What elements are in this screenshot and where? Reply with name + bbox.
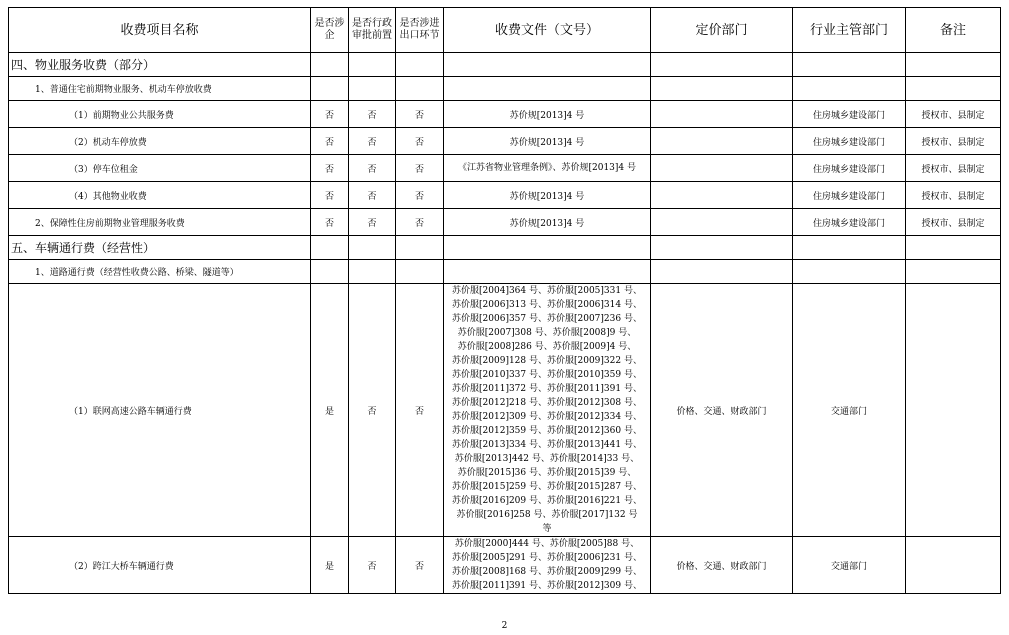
import-export-cell: 否 (396, 209, 444, 236)
pricing-dept-cell (651, 182, 793, 209)
approval-cell: 否 (349, 182, 396, 209)
header-industry-dept: 行业主管部门 (793, 8, 906, 53)
document-line: 苏价服[2000]444 号、苏价服[2005]88 号、 (454, 539, 640, 549)
document-line: 苏价服[2010]337 号、苏价服[2010]359 号、 (452, 370, 642, 380)
document-line: 苏价服[2016]258 号、苏价服[2017]132 号 (456, 510, 638, 520)
document-line: 苏价服[2006]313 号、苏价服[2006]314 号、 (452, 300, 642, 310)
remarks-cell: 授权市、县制定 (906, 209, 1001, 236)
table-row (9, 209, 1001, 236)
item-name: （4）其他物业收费 (9, 182, 311, 209)
document-line: 苏价服[2008]286 号、苏价服[2009]4 号、 (457, 342, 637, 352)
industry-dept-cell: 交通部门 (793, 537, 906, 594)
item-name: （2）机动车停放费 (9, 128, 311, 155)
document-cell: 苏价规[2013]4 号 (444, 182, 651, 209)
industry-dept-cell: 住房城乡建设部门 (793, 128, 906, 155)
header-remarks: 备注 (906, 8, 1001, 53)
header-pricing-dept: 定价部门 (651, 8, 793, 53)
enterprise-cell: 否 (311, 209, 349, 236)
enterprise-cell: 是 (311, 537, 349, 594)
document-line: 苏价服[2012]218 号、苏价服[2012]308 号、 (452, 398, 642, 408)
pricing-dept-cell: 价格、交通、财政部门 (651, 537, 793, 594)
document-line: 苏价服[2007]308 号、苏价服[2008]9 号、 (457, 328, 637, 338)
document-line: 苏价服[2008]168 号、苏价服[2009]299 号、 (452, 567, 642, 577)
pricing-dept-cell: 价格、交通、财政部门 (651, 284, 793, 537)
subsection-title: 1、普通住宅前期物业服务、机动车停放收费 (9, 77, 311, 101)
table-header-row (9, 8, 1001, 53)
remarks-cell: 授权市、县制定 (906, 128, 1001, 155)
enterprise-cell: 否 (311, 128, 349, 155)
pricing-dept-cell (651, 209, 793, 236)
document-line: 苏价服[2012]309 号、苏价服[2012]334 号、 (452, 412, 642, 422)
enterprise-cell: 是 (311, 284, 349, 537)
remarks-cell: 授权市、县制定 (906, 182, 1001, 209)
item-name: 2、保障性住房前期物业管理服务收费 (9, 209, 311, 236)
document-cell: 苏价规[2013]4 号 (444, 209, 651, 236)
import-export-cell: 否 (396, 155, 444, 182)
subsection-row (9, 260, 1001, 284)
remarks-cell (906, 537, 1001, 594)
approval-cell: 否 (349, 128, 396, 155)
approval-cell: 否 (349, 101, 396, 128)
fee-table (8, 7, 1001, 594)
item-name: （1）前期物业公共服务费 (9, 101, 311, 128)
section-title: 五、车辆通行费（经营性） (9, 236, 311, 260)
enterprise-cell: 否 (311, 182, 349, 209)
header-approval: 是否行政审批前置 (349, 8, 396, 53)
enterprise-cell: 否 (311, 155, 349, 182)
document-line: 苏价服[2012]359 号、苏价服[2012]360 号、 (452, 426, 642, 436)
document-line: 苏价服[2016]209 号、苏价服[2016]221 号、 (452, 496, 642, 506)
section-row (9, 53, 1001, 77)
import-export-cell: 否 (396, 128, 444, 155)
section-row (9, 236, 1001, 260)
industry-dept-cell: 住房城乡建设部门 (793, 155, 906, 182)
document-line: 苏价服[2011]391 号、苏价服[2012]309 号、 (452, 581, 642, 591)
industry-dept-cell: 住房城乡建设部门 (793, 209, 906, 236)
industry-dept-cell: 交通部门 (793, 284, 906, 537)
document-line: 苏价服[2005]291 号、苏价服[2006]231 号、 (452, 553, 642, 563)
approval-cell: 否 (349, 209, 396, 236)
document-line: 苏价服[2011]372 号、苏价服[2011]391 号、 (452, 384, 642, 394)
approval-cell: 否 (349, 537, 396, 594)
section-title: 四、物业服务收费（部分） (9, 53, 311, 77)
document-cell: 《江苏省物业管理条例》、苏价规[2013]4 号 (444, 155, 651, 182)
document-line: 苏价服[2015]259 号、苏价服[2015]287 号、 (452, 482, 642, 492)
document-cell: 苏价规[2013]4 号 (444, 128, 651, 155)
industry-dept-cell: 住房城乡建设部门 (793, 182, 906, 209)
remarks-cell: 授权市、县制定 (906, 155, 1001, 182)
document-cell: 苏价规[2013]4 号 (444, 101, 651, 128)
subsection-row (9, 77, 1001, 101)
document-line: 苏价服[2015]36 号、苏价服[2015]39 号、 (457, 468, 637, 478)
header-document: 收费文件（文号） (444, 8, 651, 53)
page-number: 2 (501, 621, 508, 631)
document-cell (444, 284, 651, 537)
document-lines (446, 537, 648, 593)
document-line: 苏价服[2009]128 号、苏价服[2009]322 号、 (452, 356, 642, 366)
document-line: 苏价服[2006]357 号、苏价服[2007]236 号、 (452, 314, 642, 324)
table-row (9, 101, 1001, 128)
industry-dept-cell: 住房城乡建设部门 (793, 101, 906, 128)
document-line: 苏价服[2004]364 号、苏价服[2005]331 号、 (452, 286, 642, 296)
pricing-dept-cell (651, 155, 793, 182)
table-row (9, 155, 1001, 182)
header-import-export: 是否涉进出口环节 (396, 8, 444, 53)
table-row (9, 182, 1001, 209)
import-export-cell: 否 (396, 284, 444, 537)
pricing-dept-cell (651, 101, 793, 128)
approval-cell: 否 (349, 155, 396, 182)
enterprise-cell: 否 (311, 101, 349, 128)
table-row (9, 537, 1001, 594)
approval-cell: 否 (349, 284, 396, 537)
table-row (9, 128, 1001, 155)
document-line: 等 (542, 524, 552, 534)
subsection-title: 1、道路通行费（经营性收费公路、桥梁、隧道等） (9, 260, 311, 284)
item-name: （3）停车位租金 (9, 155, 311, 182)
table-row (9, 284, 1001, 537)
pricing-dept-cell (651, 128, 793, 155)
document-line: 苏价服[2013]442 号、苏价服[2014]33 号、 (454, 454, 640, 464)
header-enterprise: 是否涉企 (311, 8, 349, 53)
document-line: 苏价服[2013]334 号、苏价服[2013]441 号、 (452, 440, 642, 450)
item-name: （1）联网高速公路车辆通行费 (9, 284, 311, 537)
header-name: 收费项目名称 (9, 8, 311, 53)
item-name: （2）跨江大桥车辆通行费 (9, 537, 311, 594)
document-lines (446, 284, 648, 536)
remarks-cell (906, 284, 1001, 537)
import-export-cell: 否 (396, 182, 444, 209)
document-cell (444, 537, 651, 594)
remarks-cell: 授权市、县制定 (906, 101, 1001, 128)
import-export-cell: 否 (396, 537, 444, 594)
import-export-cell: 否 (396, 101, 444, 128)
